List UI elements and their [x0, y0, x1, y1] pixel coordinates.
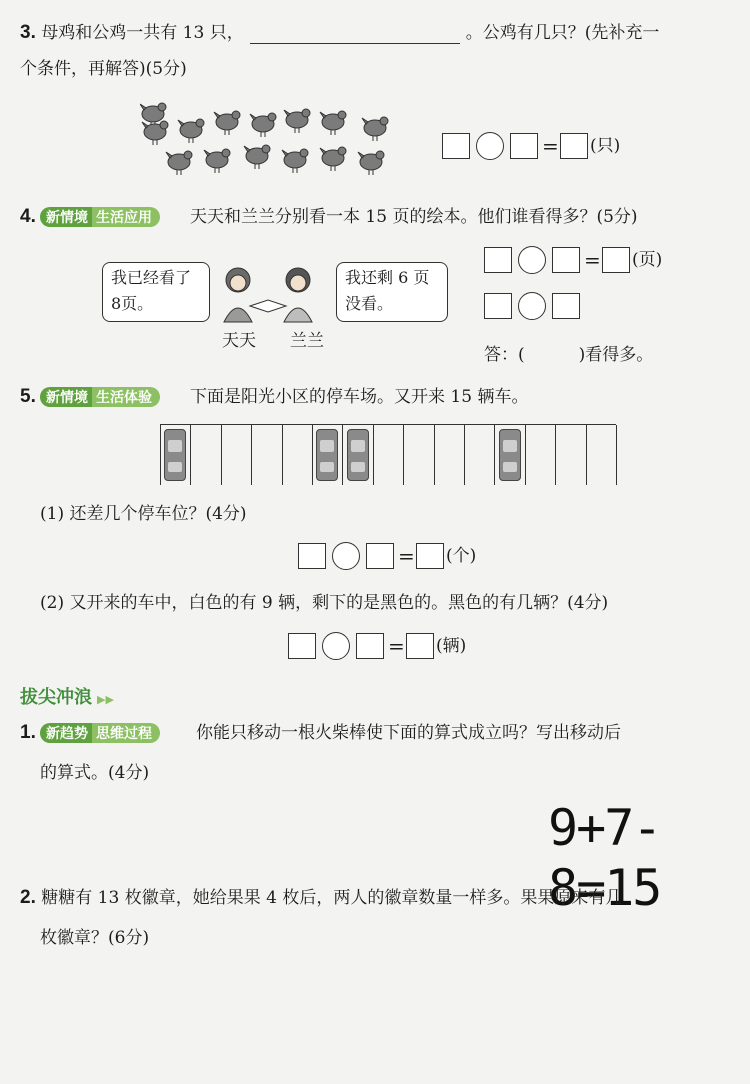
q5-sub1: (1) 还差几个停车位？(4分) — [40, 504, 247, 524]
parking-slot-divider — [190, 425, 191, 485]
q5-2-equals: = — [388, 634, 405, 658]
q5-1-box3[interactable] — [416, 543, 444, 569]
q3-op-circle[interactable] — [476, 132, 504, 160]
parking-slot-divider — [555, 425, 556, 485]
parking-slot-divider — [434, 425, 435, 485]
q4-box2[interactable] — [552, 247, 580, 273]
q4-tag-type: 生活应用 — [92, 207, 160, 227]
parking-slot-divider — [373, 425, 374, 485]
parking-slot-divider — [525, 425, 526, 485]
q4-answer-prefix: 答：( — [484, 345, 525, 365]
parking-slot-divider — [312, 425, 313, 485]
q3-text-b: 。公鸡有几只？(先补充一 — [465, 23, 660, 43]
parking-slot-divider — [494, 425, 495, 485]
q5-text: 下面是阳光小区的停车场。又开来 15 辆车。 — [190, 387, 529, 407]
q5-1-unit: (个) — [446, 546, 477, 566]
chickens-icon — [140, 100, 400, 190]
bubble-left-line1: 我已经看了 — [111, 268, 192, 287]
name-lanlan: 兰兰 — [290, 331, 324, 351]
parking-slot-divider — [403, 425, 404, 485]
q5-tag-new: 新情境 — [40, 387, 92, 407]
q4-tag-new: 新情境 — [40, 207, 92, 227]
q4-compare-box1[interactable] — [484, 293, 512, 319]
q5-tag-type: 生活体验 — [92, 387, 160, 407]
p1-line2: 的算式。(4分) — [40, 763, 150, 783]
q4-number: 4. — [20, 206, 36, 227]
q4-unit: (页) — [632, 250, 663, 270]
speech-bubble-lanlan — [336, 262, 448, 322]
bubble-left-line2: 8页。 — [111, 294, 154, 313]
q5-2-box1[interactable] — [288, 633, 316, 659]
q4-tag — [40, 207, 160, 227]
section-arrow-icon: ▶▶ — [97, 694, 114, 706]
q4-answer — [484, 344, 653, 366]
matchstick-equation: 9+7-8=15 — [548, 799, 661, 917]
q5-sub2: (2) 又开来的车中，白色的有 9 辆，剩下的是黑色的。黑色的有几辆？(4分) — [40, 593, 609, 613]
q4-box1[interactable] — [484, 247, 512, 273]
parking-slot-divider — [464, 425, 465, 485]
parked-car-icon — [316, 429, 338, 481]
p1-tag-new: 新趋势 — [40, 723, 92, 743]
parked-car-icon — [164, 429, 186, 481]
q5-1-box2[interactable] — [366, 543, 394, 569]
p2-text1: 糖糖有 13 枚徽章，她给果果 4 枚后，两人的徽章数量一样多。果果原来有几 — [41, 888, 623, 908]
q5-number: 5. — [20, 386, 36, 407]
p1-number: 1. — [20, 722, 36, 743]
parking-slot-divider — [616, 425, 617, 485]
name-tiantian: 天天 — [222, 331, 256, 351]
q5-tag — [40, 387, 160, 407]
p2-number: 2. — [20, 887, 36, 908]
parked-car-icon — [499, 429, 521, 481]
q4-box3[interactable] — [602, 247, 630, 273]
q4-compare-box2[interactable] — [552, 293, 580, 319]
q4-text: 天天和兰兰分别看一本 15 页的绘本。他们谁看得多？(5分) — [190, 207, 638, 227]
q3-equals: = — [542, 134, 559, 158]
section-title-text: 拔尖冲浪 — [20, 687, 92, 707]
section-title — [20, 683, 114, 709]
q5-1-equals: = — [398, 544, 415, 568]
q3-box1[interactable] — [442, 133, 470, 159]
parked-car-icon — [347, 429, 369, 481]
p1-tag — [40, 723, 160, 743]
kids-reading-icon — [214, 262, 324, 328]
parking-lot — [160, 424, 616, 485]
q3-unit: (只) — [590, 136, 621, 156]
p2-line1 — [20, 887, 622, 909]
q4-answer-suffix: )看得多。 — [578, 345, 654, 365]
chickens-illustration — [140, 100, 400, 190]
parking-slot-divider — [160, 425, 161, 485]
q3-line1 — [20, 22, 659, 44]
q5-2-op-circle[interactable] — [322, 632, 350, 660]
q4-op-circle[interactable] — [518, 246, 546, 274]
bubble-right-line1: 我还剩 6 页 — [345, 268, 430, 287]
q3-condition-blank[interactable] — [250, 25, 460, 44]
q3-number: 3. — [20, 22, 36, 43]
p1-tag-type: 思维过程 — [92, 723, 160, 743]
parking-slot-divider — [282, 425, 283, 485]
q3-line2: 个条件，再解答)(5分) — [20, 59, 187, 79]
q5-1-box1[interactable] — [298, 543, 326, 569]
q4-equals: = — [584, 248, 601, 272]
parking-slot-divider — [586, 425, 587, 485]
q5-2-unit: (辆) — [436, 636, 467, 656]
q4-compare-circle[interactable] — [518, 292, 546, 320]
kids-reading-illustration — [214, 262, 324, 328]
parking-slot-divider — [342, 425, 343, 485]
q5-2-box3[interactable] — [406, 633, 434, 659]
q3-text-a: 母鸡和公鸡一共有 13 只， — [41, 23, 244, 43]
parking-slot-divider — [251, 425, 252, 485]
p1-line1: 你能只移动一根火柴棒使下面的算式成立吗？写出移动后 — [196, 723, 621, 743]
parking-slot-divider — [221, 425, 222, 485]
p2-line2: 枚徽章？(6分) — [40, 928, 150, 948]
speech-bubble-tiantian — [102, 262, 210, 322]
q3-box3[interactable] — [560, 133, 588, 159]
q3-box2[interactable] — [510, 133, 538, 159]
q5-2-box2[interactable] — [356, 633, 384, 659]
q5-1-op-circle[interactable] — [332, 542, 360, 570]
bubble-right-line2: 没看。 — [345, 294, 394, 313]
